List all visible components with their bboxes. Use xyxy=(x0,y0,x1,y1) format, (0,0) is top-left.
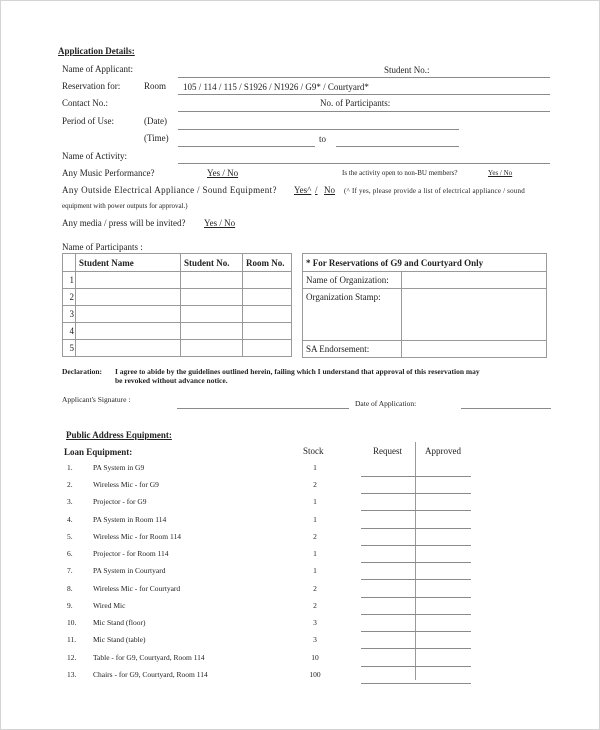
table-row xyxy=(63,272,292,289)
room-no-cell[interactable] xyxy=(243,306,292,323)
music-performance-choice[interactable]: Yes / No xyxy=(207,168,239,178)
activity-name-field[interactable] xyxy=(178,163,550,164)
date-field[interactable] xyxy=(178,129,459,130)
participants-header-num xyxy=(63,254,76,272)
participants-table xyxy=(62,253,292,357)
table-row xyxy=(63,289,292,306)
sa-endorsement-field[interactable] xyxy=(402,341,547,358)
request-field[interactable] xyxy=(361,614,415,615)
item-number: 13. xyxy=(67,670,77,679)
organization-stamp-field[interactable] xyxy=(402,289,547,341)
item-name: Projector - for G9 xyxy=(93,497,147,506)
item-stock: 2 xyxy=(313,601,317,610)
room-no-cell[interactable] xyxy=(243,289,292,306)
request-field[interactable] xyxy=(361,562,415,563)
open-to-non-bu-choice[interactable]: Yes / No xyxy=(488,169,513,177)
public-address-heading: Public Address Equipment: xyxy=(66,430,172,440)
item-number: 8. xyxy=(67,584,73,593)
room-no-cell[interactable] xyxy=(243,340,292,357)
g9-courtyard-heading: * For Reservations of G9 and Courtyard Only xyxy=(303,254,547,272)
organization-stamp-label: Organization Stamp: xyxy=(303,289,402,341)
request-header: Request xyxy=(373,446,402,456)
time-to-field[interactable] xyxy=(336,146,459,147)
item-name: Mic Stand (table) xyxy=(93,635,146,644)
request-field[interactable] xyxy=(361,666,415,667)
media-label: Any media / press will be invited? xyxy=(62,218,186,228)
approved-header: Approved xyxy=(425,446,461,456)
outside-equipment-label: Any Outside Electrical Appliance / Sound Equipment? xyxy=(62,185,277,195)
student-name-cell[interactable] xyxy=(76,306,181,323)
application-details-heading: Application Details: xyxy=(58,46,135,56)
outside-equipment-note: (^ If yes, please provide a list of electrical appliance / sound xyxy=(344,187,525,195)
outside-equipment-sep: / xyxy=(315,185,318,195)
item-stock: 10 xyxy=(311,653,319,662)
participants-header-room-no: Room No. xyxy=(243,254,292,272)
name-of-applicant-label: Name of Applicant: xyxy=(62,64,133,74)
request-field[interactable] xyxy=(361,528,415,529)
item-stock: 1 xyxy=(313,515,317,524)
student-name-cell[interactable] xyxy=(76,289,181,306)
row-number: 5 xyxy=(63,340,76,357)
participants-label: Name of Participants : xyxy=(62,242,143,252)
row-number: 2 xyxy=(63,289,76,306)
request-field[interactable] xyxy=(361,510,415,511)
request-field[interactable] xyxy=(361,683,415,684)
date-of-application-label: Date of Application: xyxy=(355,399,417,408)
item-name: PA System in Courtyard xyxy=(93,566,166,575)
approved-field[interactable] xyxy=(415,631,471,632)
participants-header-name: Student Name xyxy=(76,254,181,272)
date-label: (Date) xyxy=(144,116,167,126)
stock-header: Stock xyxy=(303,446,324,456)
approved-field[interactable] xyxy=(415,545,471,546)
item-stock: 3 xyxy=(313,618,317,627)
declaration-text-cont: be revoked without advance notice. xyxy=(115,376,228,385)
room-no-cell[interactable] xyxy=(243,272,292,289)
media-choice[interactable]: Yes / No xyxy=(204,218,236,228)
participants-header-row xyxy=(63,254,292,272)
row-number: 4 xyxy=(63,323,76,340)
table-row xyxy=(63,340,292,357)
approved-field[interactable] xyxy=(415,528,471,529)
row-number: 3 xyxy=(63,306,76,323)
time-from-field[interactable] xyxy=(178,146,315,147)
item-number: 6. xyxy=(67,549,73,558)
request-approved-divider xyxy=(415,442,416,680)
approved-field[interactable] xyxy=(415,666,471,667)
outside-equipment-no[interactable]: No xyxy=(324,185,335,195)
time-label: (Time) xyxy=(144,133,169,143)
approved-field[interactable] xyxy=(415,562,471,563)
request-field[interactable] xyxy=(361,631,415,632)
item-name: Projector - for Room 114 xyxy=(93,549,169,558)
approved-field[interactable] xyxy=(415,476,471,477)
table-row xyxy=(63,306,292,323)
item-number: 3. xyxy=(67,497,73,506)
outside-equipment-note-cont: equipment with power outputs for approval.) xyxy=(62,202,188,210)
participants-header-student-no: Student No. xyxy=(181,254,243,272)
declaration-text: I agree to abide by the guidelines outlined herein, failing which I understand that approval of this reservation may xyxy=(115,367,480,376)
table-row xyxy=(63,323,292,340)
item-number: 7. xyxy=(67,566,73,575)
item-stock: 2 xyxy=(313,480,317,489)
signature-field[interactable] xyxy=(177,408,349,409)
approved-field[interactable] xyxy=(415,648,471,649)
item-stock: 3 xyxy=(313,635,317,644)
name-of-organization-label: Name of Organization: xyxy=(303,272,402,289)
item-name: Wireless Mic - for G9 xyxy=(93,480,159,489)
request-field[interactable] xyxy=(361,597,415,598)
item-name: PA System in Room 114 xyxy=(93,515,167,524)
request-field[interactable] xyxy=(361,493,415,494)
item-name: PA System in G9 xyxy=(93,463,145,472)
to-label: to xyxy=(319,134,327,144)
reservation-for-label: Reservation for: xyxy=(62,81,121,91)
item-stock: 1 xyxy=(313,497,317,506)
approved-field[interactable] xyxy=(415,683,471,684)
room-no-cell[interactable] xyxy=(243,323,292,340)
item-number: 12. xyxy=(67,653,77,662)
student-no-cell[interactable] xyxy=(181,306,243,323)
room-field-line xyxy=(178,94,550,95)
approved-field[interactable] xyxy=(415,493,471,494)
room-options[interactable]: 105 / 114 / 115 / S1926 / N1926 / G9* / Courtyard* xyxy=(183,82,369,92)
student-name-cell[interactable] xyxy=(76,323,181,340)
item-stock: 1 xyxy=(313,549,317,558)
student-no-cell[interactable] xyxy=(181,272,243,289)
student-name-cell[interactable] xyxy=(76,340,181,357)
item-name: Wireless Mic - for Courtyard xyxy=(93,584,181,593)
request-field[interactable] xyxy=(361,545,415,546)
item-name: Chairs - for G9, Courtyard, Room 114 xyxy=(93,670,208,679)
item-stock: 1 xyxy=(313,566,317,575)
student-no-cell[interactable] xyxy=(181,323,243,340)
item-name: Table - for G9, Courtyard, Room 114 xyxy=(93,653,205,662)
item-number: 9. xyxy=(67,601,73,610)
open-to-non-bu-label: Is the activity open to non-BU members? xyxy=(342,169,458,177)
name-of-organization-field[interactable] xyxy=(402,272,547,289)
student-name-cell[interactable] xyxy=(76,272,181,289)
declaration-label: Declaration: xyxy=(62,367,102,376)
request-field[interactable] xyxy=(361,579,415,580)
approved-field[interactable] xyxy=(415,614,471,615)
loan-equipment-heading: Loan Equipment: xyxy=(64,447,133,457)
item-stock: 2 xyxy=(313,532,317,541)
student-no-cell[interactable] xyxy=(181,289,243,306)
item-number: 10. xyxy=(67,618,77,627)
request-field[interactable] xyxy=(361,476,415,477)
approved-field[interactable] xyxy=(415,510,471,511)
approved-field[interactable] xyxy=(415,597,471,598)
signature-label: Applicant's Signature : xyxy=(62,395,131,404)
item-name: Wired Mic xyxy=(93,601,126,610)
period-of-use-label: Period of Use: xyxy=(62,116,114,126)
no-of-participants-label: No. of Participants: xyxy=(320,98,391,108)
sa-endorsement-label: SA Endorsement: xyxy=(303,341,402,358)
name-of-activity-label: Name of Activity: xyxy=(62,151,127,161)
item-number: 4. xyxy=(67,515,73,524)
item-stock: 100 xyxy=(309,670,321,679)
contact-no-label: Contact No.: xyxy=(62,98,108,108)
item-name: Wireless Mic - for Room 114 xyxy=(93,532,181,541)
item-stock: 2 xyxy=(313,584,317,593)
item-name: Mic Stand (floor) xyxy=(93,618,146,627)
applicant-name-field[interactable] xyxy=(178,77,550,78)
item-number: 2. xyxy=(67,480,73,489)
request-field[interactable] xyxy=(361,648,415,649)
contact-no-field[interactable] xyxy=(178,111,550,112)
music-performance-label: Any Music Performance? xyxy=(62,168,155,178)
approved-field[interactable] xyxy=(415,579,471,580)
g9-courtyard-table xyxy=(302,253,547,358)
item-number: 11. xyxy=(67,635,77,644)
date-of-application-field[interactable] xyxy=(461,408,551,409)
item-number: 1. xyxy=(67,463,73,472)
student-no-label: Student No.: xyxy=(384,65,430,75)
room-label: Room xyxy=(144,81,167,91)
outside-equipment-yes[interactable]: Yes^ xyxy=(294,185,312,195)
student-no-cell[interactable] xyxy=(181,340,243,357)
item-stock: 1 xyxy=(313,463,317,472)
item-number: 5. xyxy=(67,532,73,541)
row-number: 1 xyxy=(63,272,76,289)
